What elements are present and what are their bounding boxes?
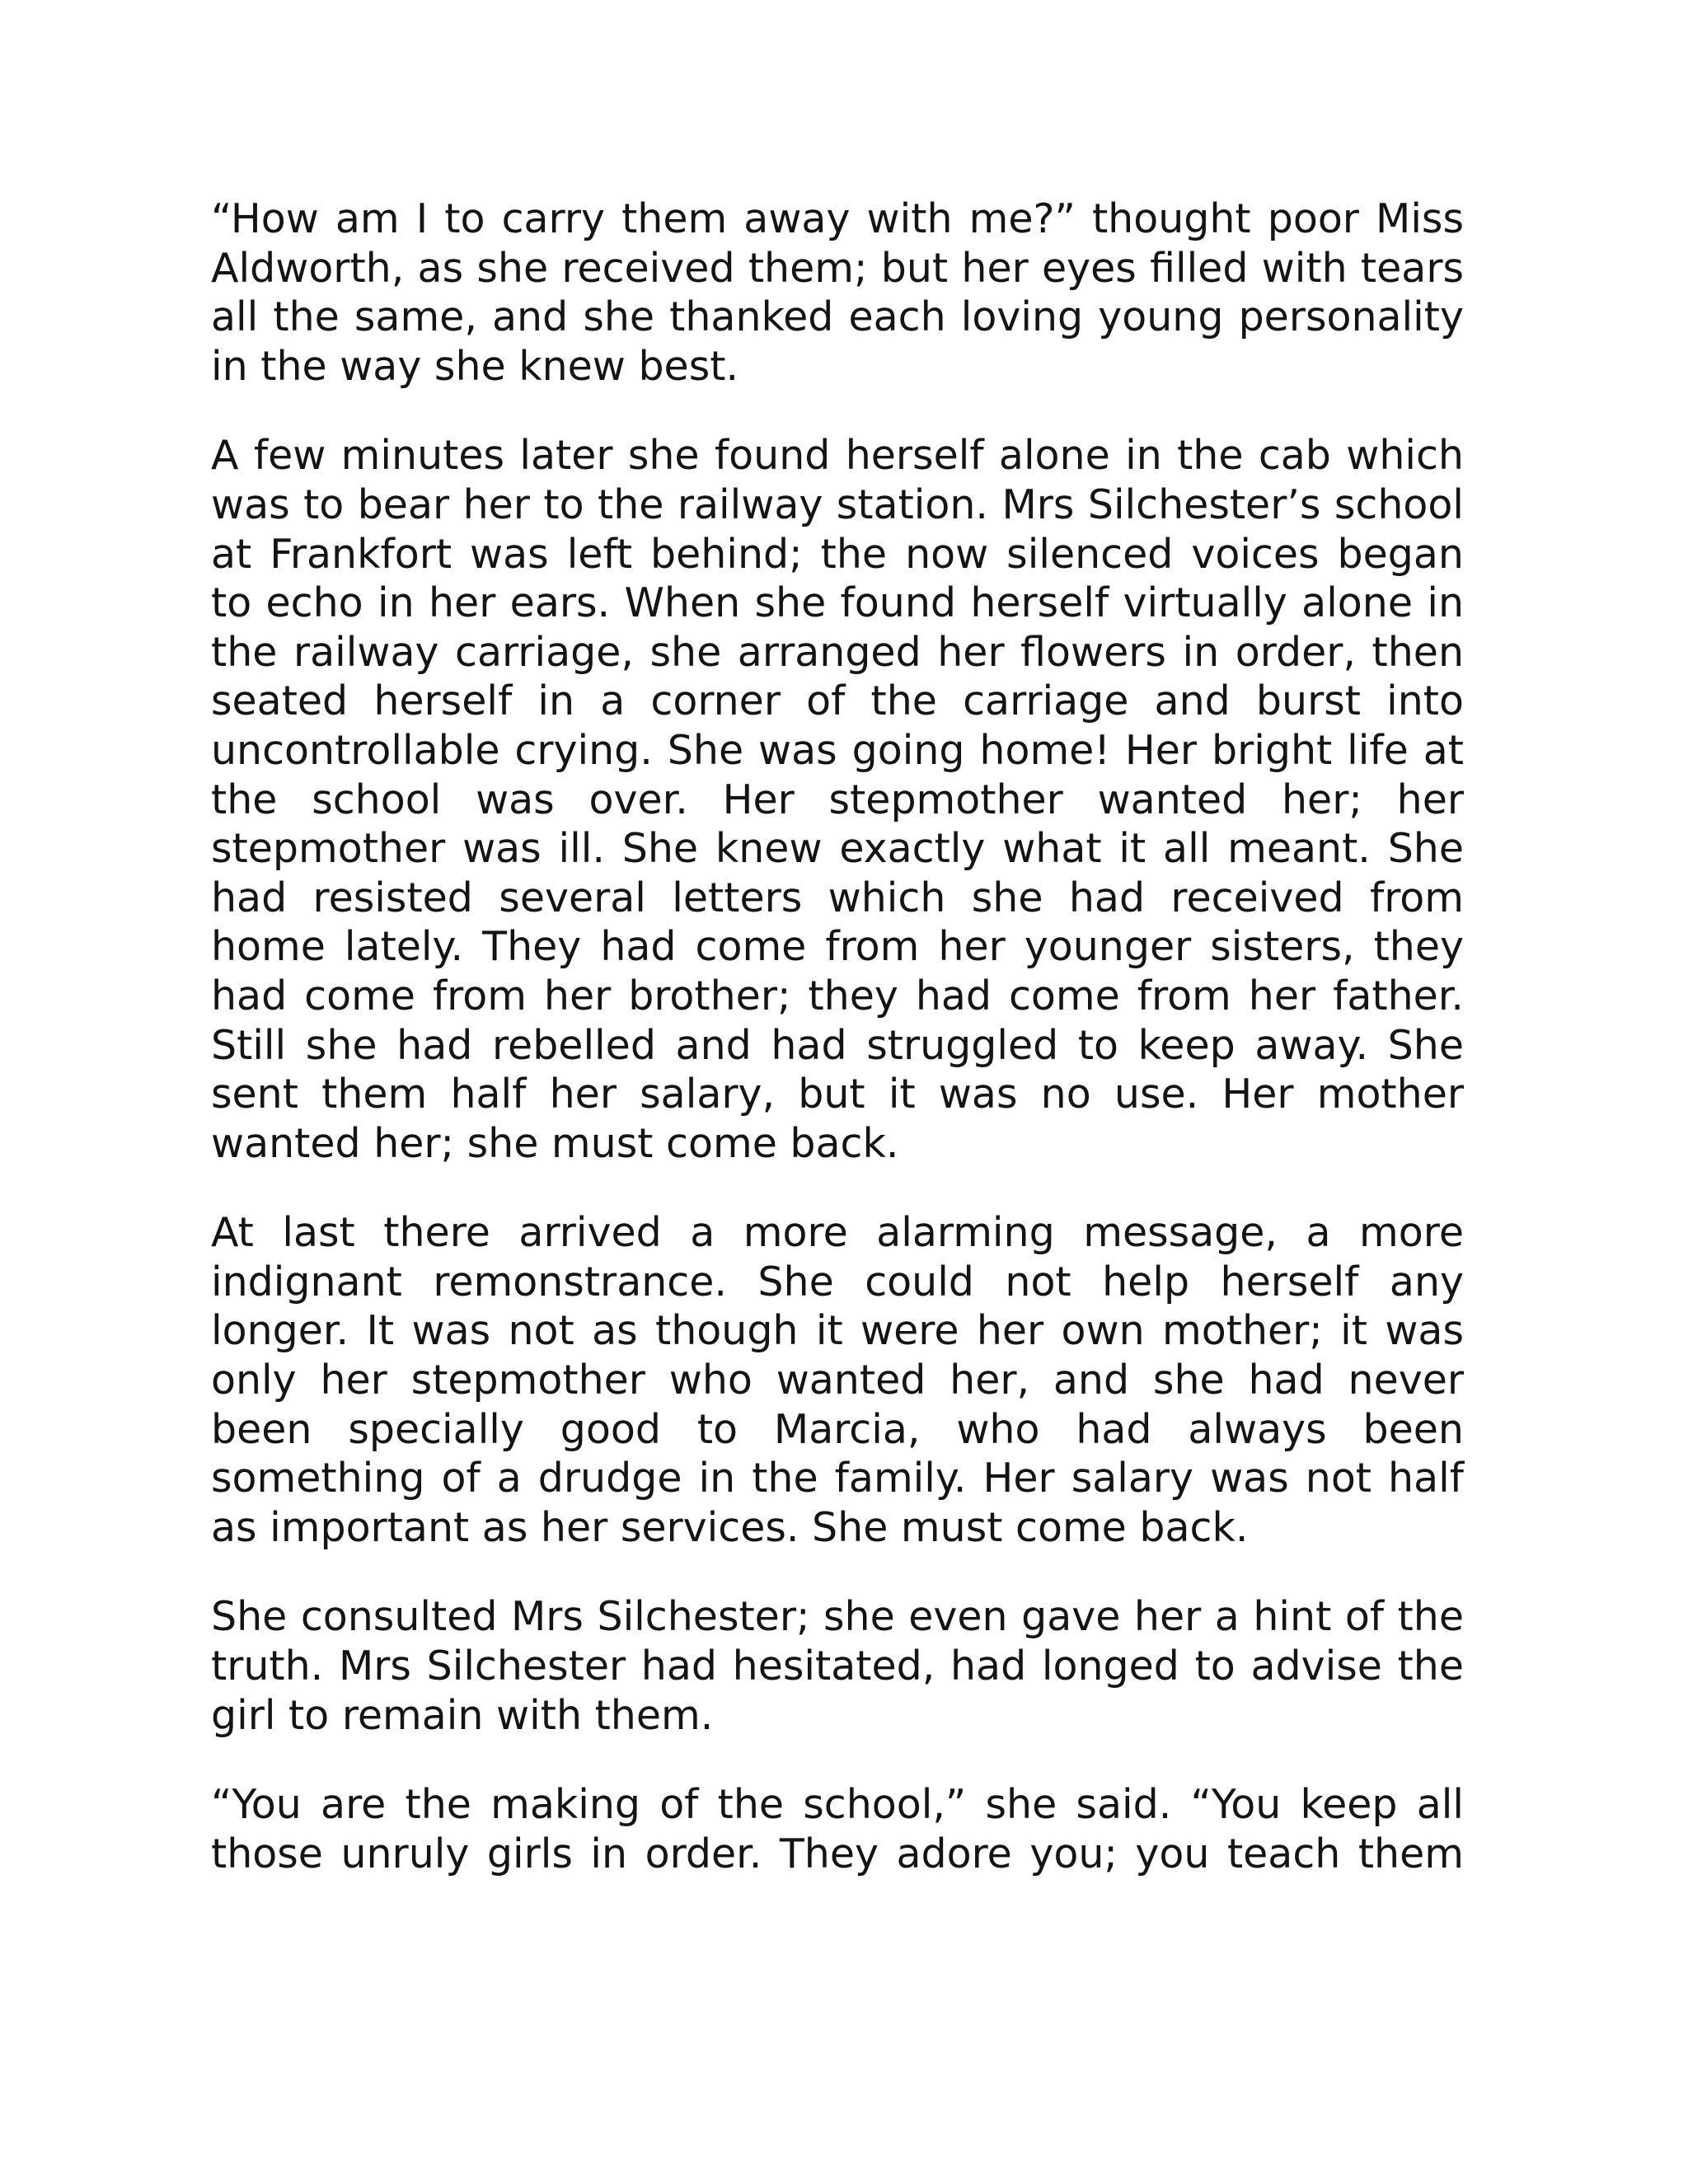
- paragraph-1: “How am I to carry them away with me?” thought poor Miss Aldworth, as she received them; but her eyes filled with tears all the same, and she thanked each loving young personality in the way she knew best.: [211, 195, 1464, 390]
- paragraph-4: She consulted Mrs Silchester; she even gave her a hint of the truth. Mrs Silchester had hesitated, had longed to advise the girl to remain with them.: [211, 1593, 1464, 1739]
- paragraph-5: “You are the making of the school,” she said. “You keep all those unruly girls in order. They adore you; you teach them: [211, 1781, 1464, 1877]
- body-text: [211, 194, 1464, 1878]
- paragraph-2: A few minutes later she found herself alone in the cab which was to bear her to the railway station. Mrs Silchester’s school at Frankfort was left behind; the now silenced voices began to echo in her ears. When she found herself virtually alone in the railway carriage, she arranged her flowers in order, then seated herself in a corner of the carriage and burst into uncontrollable crying. She was going home! Her bright life at the school was over. Her stepmother wanted her; her stepmother was ill. She knew exactly what it all meant. She had resisted several letters which she had received from home lately. They had come from her younger sisters, they had come from her brother; they had come from her father. Still she had rebelled and had struggled to keep away. She sent them half her salary, but it was no use. Her mother wanted her; she must come back.: [211, 432, 1464, 1167]
- paragraph-3: At last there arrived a more alarming message, a more indignant remonstrance. She could not help herself any longer. It was not as though it were her own mother; it was only her stepmother who wanted her, and she had never been specially good to Marcia, who had always been something of a drudge in the family. Her salary was not half as important as her services. She must come back.: [211, 1209, 1464, 1551]
